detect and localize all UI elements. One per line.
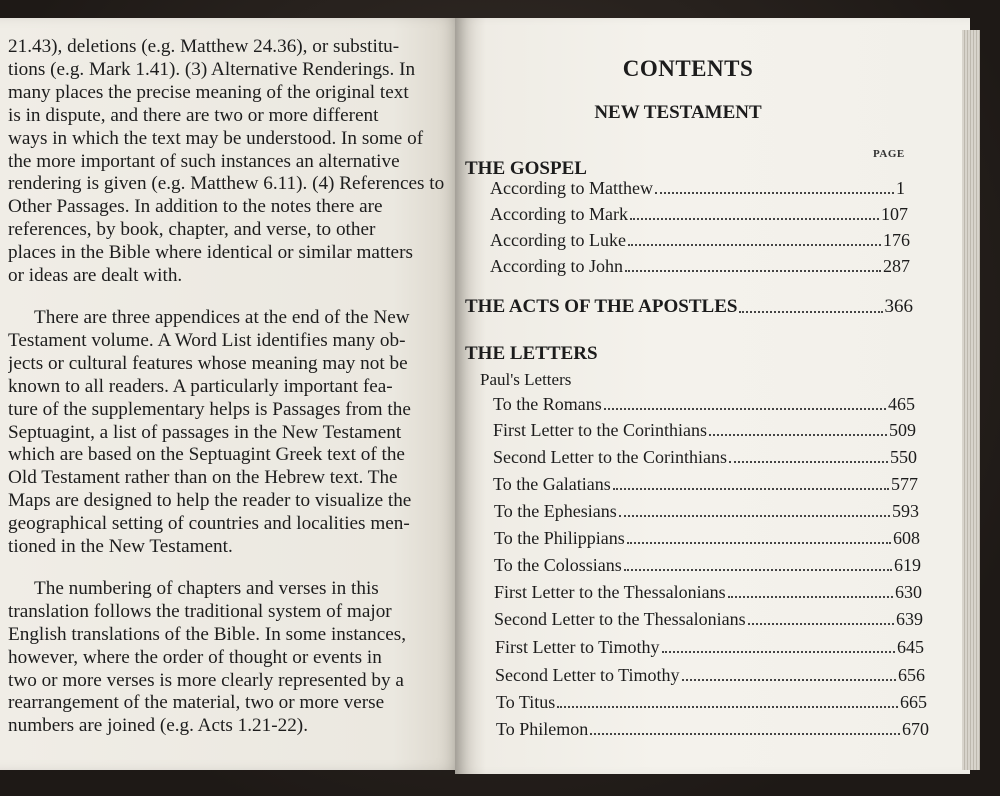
toc-entry-label: Second Letter to Timothy (495, 665, 680, 685)
paragraph-2 (8, 307, 456, 559)
toc-entry-label: THE ACTS OF THE APOSTLES (465, 296, 738, 317)
new-testament-heading: NEW TESTAMENT (594, 102, 762, 123)
dot-leader (619, 514, 890, 517)
toc-entry-label: According to Luke (490, 230, 626, 250)
toc-entry-john[interactable] (490, 256, 910, 277)
text-line: numbers are joined (e.g. Acts 1.21-22). (8, 715, 308, 737)
toc-entry-matthew[interactable] (490, 178, 905, 199)
dot-leader (682, 678, 897, 681)
toc-entry-page: 665 (900, 692, 927, 712)
paragraph-3 (8, 578, 456, 738)
toc-entry-label: To Titus (496, 692, 556, 712)
text-line: rendering is given (e.g. Matthew 6.11). (4) References to (8, 173, 445, 195)
toc-entry-ephesians[interactable] (494, 501, 919, 522)
letters-heading: THE LETTERS (465, 343, 598, 364)
toc-entry-label: According to John (490, 256, 623, 276)
toc-entry-label: First Letter to the Thessalonians (494, 582, 726, 602)
dot-leader (604, 407, 886, 410)
toc-entry-titus[interactable] (496, 692, 927, 713)
toc-entry-page: 593 (892, 501, 919, 521)
toc-entry-label: To the Romans (493, 394, 602, 414)
toc-entry-galatians[interactable] (493, 474, 918, 495)
text-line: many places the precise meaning of the original text (8, 81, 409, 103)
dot-leader (557, 705, 898, 708)
toc-entry-page: 509 (889, 420, 916, 440)
text-line: Other Passages. In addition to the notes there are (8, 196, 383, 218)
dot-leader (630, 217, 879, 220)
toc-entry-label: Second Letter to the Corinthians (493, 447, 727, 467)
dot-leader (739, 310, 882, 313)
contents-title: CONTENTS (622, 56, 754, 81)
text-line: translation follows the traditional system of major (8, 600, 392, 622)
text-line: two or more verses is more clearly represented by a (8, 669, 404, 691)
toc-entry-philippians[interactable] (494, 528, 920, 549)
toc-entry-label: First Letter to the Corinthians (493, 420, 707, 440)
text-line: geographical setting of countries and localities men- (8, 513, 410, 535)
text-line: Old Testament rather than on the Hebrew text. The (8, 467, 398, 489)
text-line: places in the Bible where identical or similar matters (8, 242, 413, 264)
contents-page (455, 18, 970, 774)
text-line: however, where the order of thought or events in (8, 646, 382, 668)
toc-entry-colossians[interactable] (494, 555, 921, 576)
pauls-letters-subheading: Paul's Letters (480, 370, 572, 389)
page-column-label: PAGE (873, 148, 905, 160)
toc-entry-acts[interactable] (465, 296, 913, 318)
gospel-heading: THE GOSPEL (465, 158, 587, 179)
toc-entry-label: To the Ephesians (494, 501, 617, 521)
dot-leader (613, 487, 889, 490)
toc-entry-page: 287 (883, 256, 910, 276)
text-line: known to all readers. A particularly important fea- (8, 375, 393, 397)
text-line: ways in which the text may be understood. In some of (8, 127, 424, 149)
toc-entry-label: According to Matthew (490, 178, 653, 198)
text-line: Testament volume. A Word List identifies many ob- (8, 329, 406, 351)
toc-entry-page: 630 (895, 582, 922, 602)
toc-entry-page: 656 (898, 665, 925, 685)
toc-entry-page: 550 (890, 447, 917, 467)
toc-entry-page: 465 (888, 394, 915, 414)
toc-entry-label: To the Philippians (494, 528, 625, 548)
text-line: is in dispute, and there are two or more different (8, 104, 379, 126)
toc-entry-page: 366 (884, 296, 913, 317)
toc-entry-philemon[interactable] (496, 719, 929, 740)
paragraph-1 (8, 36, 456, 288)
text-line: or ideas are dealt with. (8, 265, 183, 287)
text-line: tions (e.g. Mark 1.41). (3) Alternative Renderings. In (8, 58, 416, 80)
left-page-text (8, 36, 456, 738)
text-line: which are based on the Septuagint Greek text of the (8, 444, 405, 466)
right-page (455, 18, 970, 774)
dot-leader (729, 460, 888, 463)
dot-leader (625, 269, 881, 272)
text-line: There are three appendices at the end of the New (34, 306, 410, 328)
toc-entry-2-timothy[interactable] (495, 665, 925, 686)
toc-entry-page: 107 (881, 204, 908, 224)
dot-leader (628, 243, 881, 246)
toc-entry-label: To the Colossians (494, 555, 622, 575)
toc-entry-page: 1 (896, 178, 905, 198)
text-line: tioned in the New Testament. (8, 536, 233, 558)
toc-entry-page: 176 (883, 230, 910, 250)
toc-entry-2-thessalonians[interactable] (494, 609, 923, 630)
text-line: jects or cultural features whose meaning may not be (8, 352, 408, 374)
text-line: references, by book, chapter, and verse, to other (8, 219, 376, 241)
toc-entry-mark[interactable] (490, 204, 908, 225)
dot-leader (662, 650, 895, 653)
text-line: 21.43), deletions (e.g. Matthew 24.36), or substitu- (8, 36, 400, 57)
text-line: rearrangement of the material, two or more verse (8, 692, 385, 714)
dot-leader (624, 568, 892, 571)
toc-entry-romans[interactable] (493, 394, 915, 415)
left-page (0, 18, 462, 770)
text-line: English translations of the Bible. In some instances, (8, 623, 407, 645)
dot-leader (627, 541, 891, 544)
toc-entry-page: 645 (897, 637, 924, 657)
text-line: Maps are designed to help the reader to visualize the (8, 490, 412, 512)
text-line: the more important of such instances an alternative (8, 150, 400, 172)
toc-entry-label: To Philemon (496, 719, 589, 739)
toc-entry-page: 670 (902, 719, 929, 739)
dot-leader (590, 732, 900, 735)
toc-entry-page: 619 (894, 555, 921, 575)
toc-entry-page: 608 (893, 528, 920, 548)
toc-entry-label: First Letter to Timothy (495, 637, 660, 657)
toc-entry-label: Second Letter to the Thessalonians (494, 609, 746, 629)
page-block-edge (962, 30, 980, 770)
text-line: The numbering of chapters and verses in this (34, 577, 379, 599)
toc-entry-luke[interactable] (490, 230, 910, 251)
toc-entry-2-corinthians[interactable] (493, 447, 917, 468)
toc-entry-label: According to Mark (490, 204, 628, 224)
dot-leader (709, 433, 887, 436)
toc-entry-1-thessalonians[interactable] (494, 582, 922, 603)
toc-entry-1-corinthians[interactable] (493, 420, 916, 441)
dot-leader (748, 622, 894, 625)
dot-leader (655, 191, 894, 194)
toc-entry-page: 577 (891, 474, 918, 494)
text-line: Septuagint, a list of passages in the New Testament (8, 421, 402, 443)
dot-leader (728, 595, 893, 598)
toc-entry-1-timothy[interactable] (495, 637, 924, 658)
toc-entry-label: To the Galatians (493, 474, 611, 494)
text-line: ture of the supplementary helps is Passages from the (8, 398, 411, 420)
toc-entry-page: 639 (896, 609, 923, 629)
